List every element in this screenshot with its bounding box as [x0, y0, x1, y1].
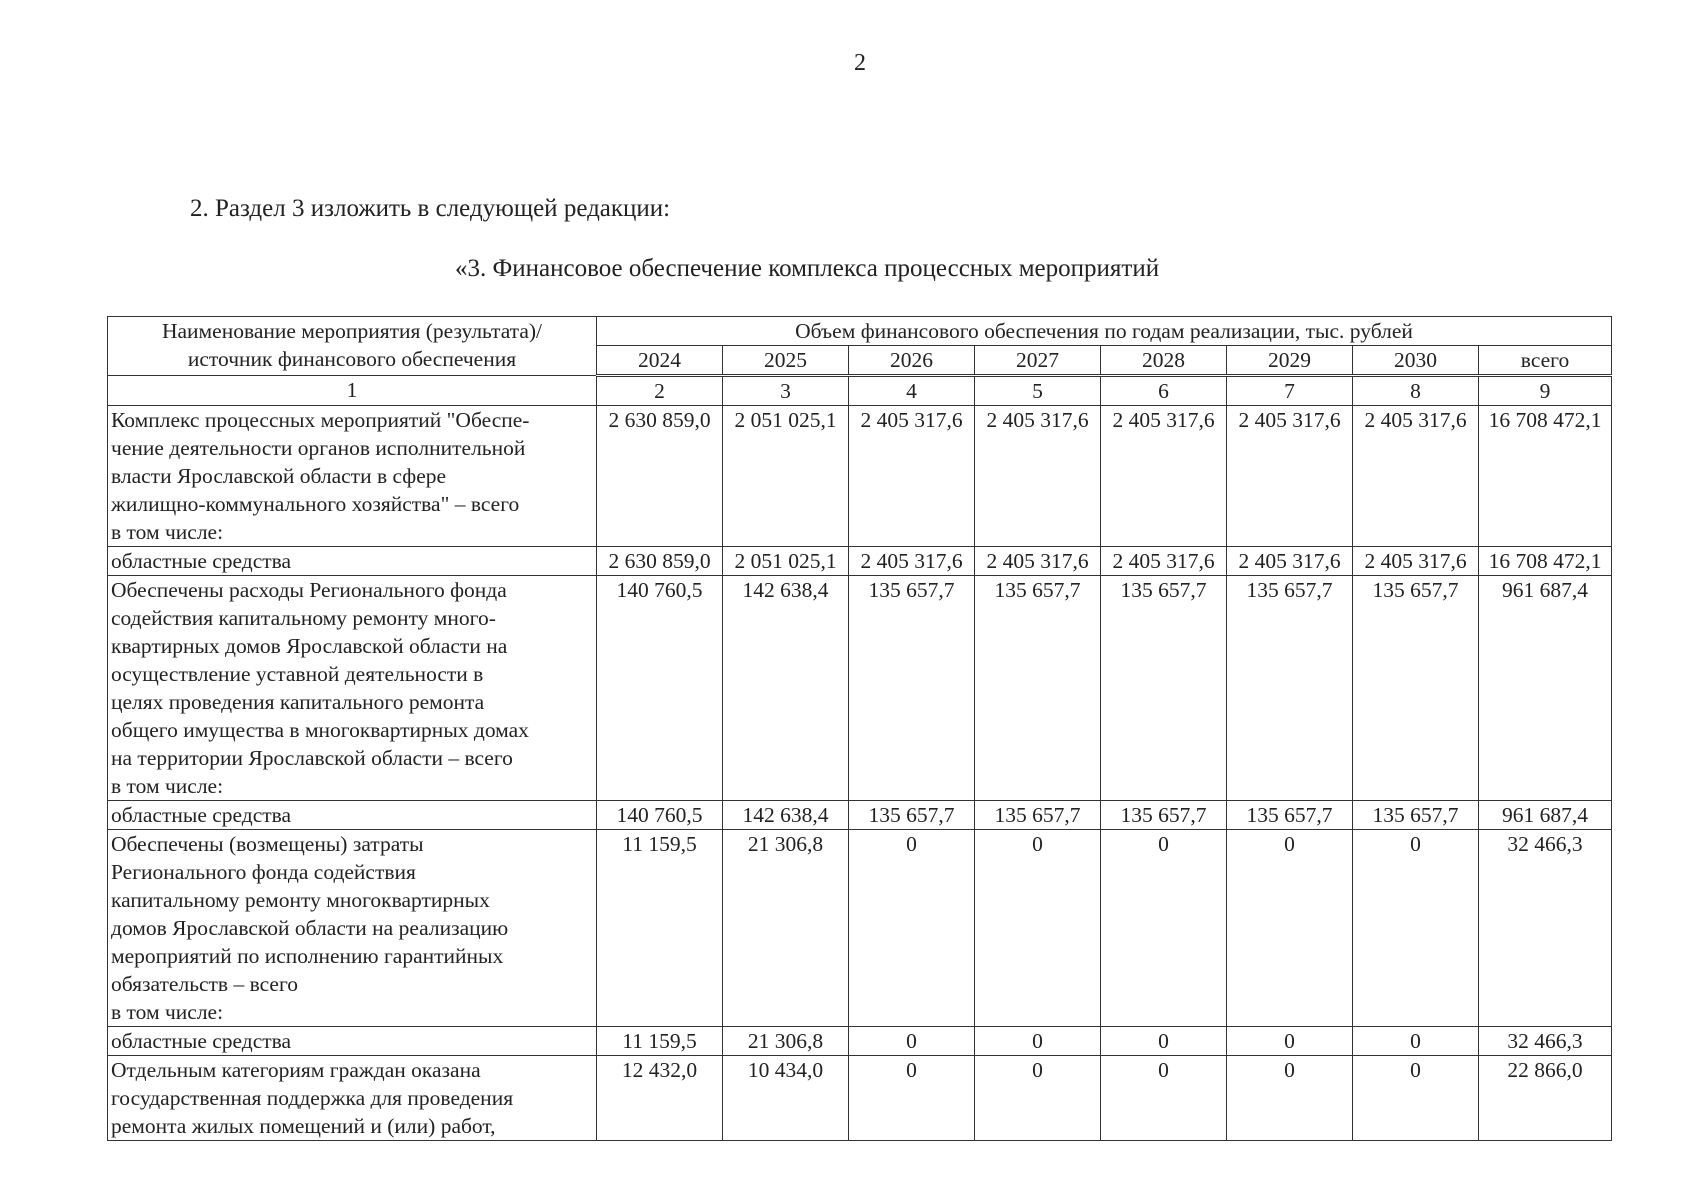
row-value-cell: 135 657,7 [1227, 801, 1353, 830]
row-name-line: власти Ярославской области в сфере [111, 464, 447, 488]
row-value-cell: 0 [975, 1056, 1101, 1141]
header-name-line: источник финансового обеспечения [187, 347, 517, 371]
row-name-line: квартирных домов Ярославской области на [111, 634, 508, 658]
row-value-cell: 140 760,5 [597, 576, 723, 801]
column-number: 1 [108, 376, 597, 406]
row-value-cell: 2 405 317,6 [975, 406, 1101, 547]
row-name-line: областные средства [111, 803, 292, 827]
row-total-cell: 22 866,0 [1479, 1056, 1612, 1141]
instruction-text: 2. Раздел 3 изложить в следующей редакции: [190, 195, 671, 222]
row-value-cell: 2 405 317,6 [975, 547, 1101, 576]
row-name-cell [108, 406, 597, 547]
year-header: 2029 [1227, 346, 1353, 376]
row-value-cell: 0 [975, 1027, 1101, 1056]
column-number: 5 [975, 376, 1101, 406]
column-number: 6 [1101, 376, 1227, 406]
row-name-cell [108, 576, 597, 801]
row-name-line: общего имущества в многоквартирных домах [111, 718, 529, 742]
row-name-line: Регионального фонда содействия [111, 860, 416, 884]
table-body [108, 317, 1612, 1141]
row-value-cell: 135 657,7 [975, 801, 1101, 830]
row-name-line: областные средства [111, 549, 292, 573]
row-value-cell: 0 [849, 830, 975, 1027]
row-value-cell: 2 630 859,0 [597, 547, 723, 576]
row-value-cell: 0 [1227, 830, 1353, 1027]
row-total-cell: 961 687,4 [1479, 801, 1612, 830]
table-row [108, 1056, 1612, 1141]
row-name-line: целях проведения капитального ремонта [111, 690, 485, 714]
section-title: «3. Финансовое обеспечение комплекса процессных мероприятий [455, 255, 1160, 282]
row-value-cell: 0 [1353, 1027, 1479, 1056]
row-name-line: в том числе: [111, 1000, 224, 1024]
row-value-cell: 2 405 317,6 [1101, 406, 1227, 547]
row-value-cell: 0 [849, 1027, 975, 1056]
row-total-cell: 961 687,4 [1479, 576, 1612, 801]
row-total-cell: 16 708 472,1 [1479, 406, 1612, 547]
row-total-cell: 16 708 472,1 [1479, 547, 1612, 576]
row-name-line: Отдельным категориям граждан оказана [111, 1058, 481, 1082]
column-number: 9 [1479, 376, 1612, 406]
row-value-cell: 135 657,7 [1353, 576, 1479, 801]
row-value-cell: 11 159,5 [597, 1027, 723, 1056]
table-header-row [108, 317, 1612, 346]
row-value-cell: 135 657,7 [1353, 801, 1479, 830]
row-name-line: Обеспечены (возмещены) затраты [111, 832, 424, 856]
row-name-cell [108, 830, 597, 1027]
row-value-cell: 135 657,7 [1101, 801, 1227, 830]
total-header: всего [1479, 346, 1612, 376]
row-value-cell: 2 405 317,6 [1227, 406, 1353, 547]
header-name-line: Наименование мероприятия (результата)/ [161, 319, 543, 343]
row-name-line: в том числе: [111, 520, 224, 544]
row-name-line: осуществление уставной деятельности в [111, 662, 484, 686]
row-value-cell: 21 306,8 [723, 1027, 849, 1056]
page-number: 2 [854, 50, 866, 76]
row-name-line: жилищно-коммунального хозяйства" – всего [111, 492, 520, 516]
row-name-cell [108, 1027, 597, 1056]
year-header: 2028 [1101, 346, 1227, 376]
row-value-cell: 2 051 025,1 [723, 547, 849, 576]
column-number: 8 [1353, 376, 1479, 406]
row-value-cell: 2 405 317,6 [1353, 547, 1479, 576]
row-value-cell: 2 405 317,6 [1227, 547, 1353, 576]
column-number: 4 [849, 376, 975, 406]
row-value-cell: 142 638,4 [723, 801, 849, 830]
table-row [108, 801, 1612, 830]
table-row [108, 576, 1612, 801]
row-value-cell: 2 405 317,6 [849, 406, 975, 547]
row-value-cell: 135 657,7 [975, 576, 1101, 801]
row-name-line: содействия капитальному ремонту много- [111, 606, 496, 630]
row-value-cell: 135 657,7 [1101, 576, 1227, 801]
row-value-cell: 11 159,5 [597, 830, 723, 1027]
header-name-cell [108, 317, 597, 376]
row-value-cell: 2 405 317,6 [1101, 547, 1227, 576]
row-value-cell: 0 [1101, 830, 1227, 1027]
row-total-cell: 32 466,3 [1479, 830, 1612, 1027]
row-name-line: Обеспечены расходы Регионального фонда [111, 578, 507, 602]
table-row [108, 547, 1612, 576]
row-name-cell [108, 547, 597, 576]
year-header: 2025 [723, 346, 849, 376]
row-name-line: Комплекс процессных мероприятий "Обеспе- [111, 408, 530, 432]
column-numbers-row [108, 376, 1612, 406]
table-row [108, 406, 1612, 547]
row-value-cell: 2 051 025,1 [723, 406, 849, 547]
row-value-cell: 2 405 317,6 [849, 547, 975, 576]
row-value-cell: 0 [975, 830, 1101, 1027]
row-name-line: в том числе: [111, 774, 224, 798]
row-value-cell: 0 [1227, 1027, 1353, 1056]
year-header: 2026 [849, 346, 975, 376]
row-name-line: обязательств – всего [111, 972, 298, 996]
column-number: 7 [1227, 376, 1353, 406]
row-value-cell: 140 760,5 [597, 801, 723, 830]
row-value-cell: 2 405 317,6 [1353, 406, 1479, 547]
row-value-cell: 21 306,8 [723, 830, 849, 1027]
row-name-line: капитальному ремонту многоквартирных [111, 888, 490, 912]
table-row [108, 1027, 1612, 1056]
row-value-cell: 135 657,7 [1227, 576, 1353, 801]
row-value-cell: 0 [1101, 1056, 1227, 1141]
row-value-cell: 10 434,0 [723, 1056, 849, 1141]
column-number: 2 [597, 376, 723, 406]
row-value-cell: 0 [1353, 1056, 1479, 1141]
row-name-line: мероприятий по исполнению гарантийных [111, 944, 504, 968]
column-number: 3 [723, 376, 849, 406]
row-value-cell: 2 630 859,0 [597, 406, 723, 547]
row-name-line: на территории Ярославской области – всего [111, 746, 513, 770]
row-value-cell: 142 638,4 [723, 576, 849, 801]
year-header: 2027 [975, 346, 1101, 376]
row-value-cell: 135 657,7 [849, 576, 975, 801]
row-name-line: областные средства [111, 1029, 292, 1053]
row-name-cell [108, 801, 597, 830]
row-name-cell [108, 1056, 597, 1141]
row-name-line: чение деятельности органов исполнительной [111, 436, 526, 460]
row-total-cell: 32 466,3 [1479, 1027, 1612, 1056]
table-row [108, 830, 1612, 1027]
row-value-cell: 12 432,0 [597, 1056, 723, 1141]
year-header: 2024 [597, 346, 723, 376]
header-volume-cell: Объем финансового обеспечения по годам реализации, тыс. рублей [597, 317, 1612, 346]
row-name-line: ремонта жилых помещений и (или) работ, [111, 1114, 496, 1138]
row-name-line: домов Ярославской области на реализацию [111, 916, 509, 940]
row-value-cell: 0 [1353, 830, 1479, 1027]
year-header: 2030 [1353, 346, 1479, 376]
financing-table [107, 316, 1612, 1141]
row-value-cell: 0 [849, 1056, 975, 1141]
row-value-cell: 135 657,7 [849, 801, 975, 830]
row-name-line: государственная поддержка для проведения [111, 1086, 514, 1110]
row-value-cell: 0 [1101, 1027, 1227, 1056]
row-value-cell: 0 [1227, 1056, 1353, 1141]
